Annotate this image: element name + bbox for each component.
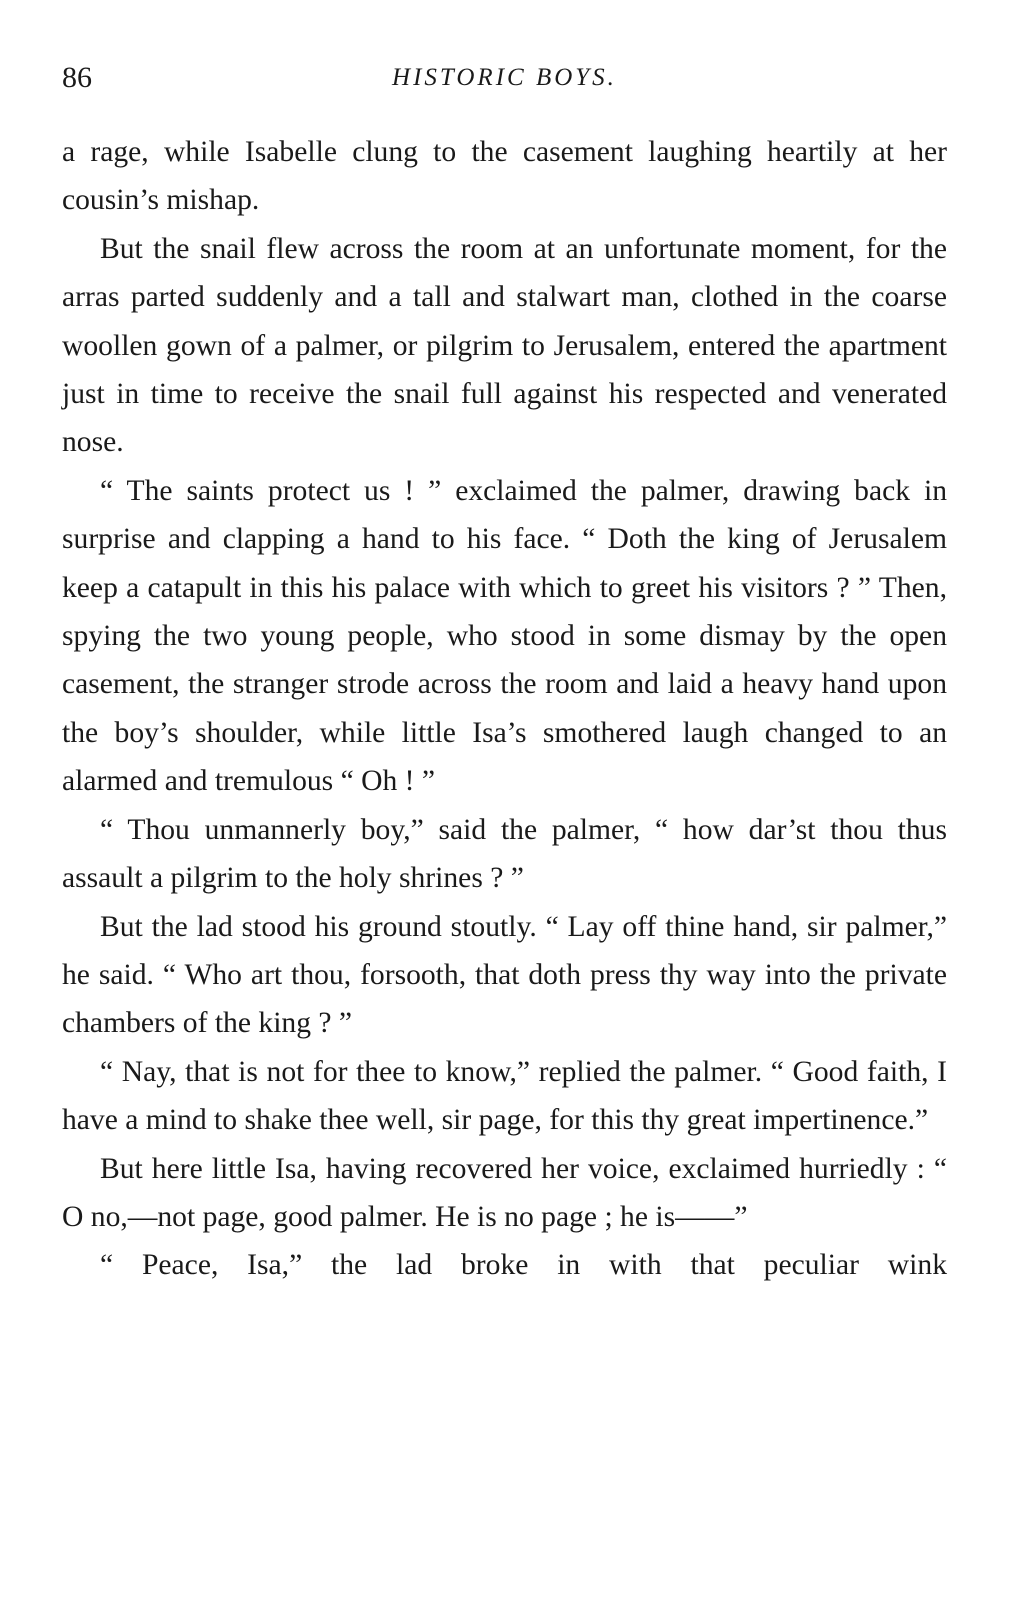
running-title: HISTORIC BOYS.: [392, 64, 617, 91]
paragraph-peace-isa: “ Peace, Isa,” the lad broke in with that peculiar wink: [100, 1249, 947, 1282]
body-text: [62, 128, 947, 1290]
paragraph-snail-arras: But the snail flew across the room at an unfortunate moment, for the arras parted suddenly and a tall and stalwart man, clothed in the coarse woollen gown of a palmer, or pilgrim to Jerusalem, entered the apartment just in time to receive the snail full against his respected and venerated nose.: [62, 232, 947, 459]
paragraph-nay-not-for-thee: “ Nay, that is not for thee to know,” replied the palmer. “ Good faith, I have a mind to shake thee well, sir page, for this thy great impertinence.”: [62, 1055, 947, 1137]
paragraph-saints-protect: “ The saints protect us ! ” exclaimed the palmer, drawing back in surprise and clapping a hand to his face. “ Doth the king of Jerusalem keep a catapult in this his palace with which to greet his visitors ? ” Then, spying the two young people, who stood in some dismay by the open casement, the stranger strode across the room and laid a heavy hand upon the boy’s shoulder, while little Isa’s smothered laugh changed to an alarmed and tremulous “ Oh ! ”: [62, 474, 947, 798]
paragraph-continuation: a rage, while Isabelle clung to the casement laughing heartily at her cousin’s mishap.: [62, 136, 947, 217]
paragraph-isa-exclaimed: But here little Isa, having recovered her voice, exclaimed hurriedly : “ O no,—not page, good palmer. He is no page ; he is——”: [62, 1152, 947, 1233]
page-number: 86: [62, 61, 92, 94]
paragraph-lad-stood-ground: But the lad stood his ground stoutly. “ Lay off thine hand, sir palmer,” he said. “ Who art thou, forsooth, that doth press thy way into the private chambers of the king ? ”: [62, 910, 947, 1040]
running-head: [62, 58, 947, 98]
paragraph-unmannerly-boy: “ Thou unmannerly boy,” said the palmer, “ how dar’st thou thus assault a pilgrim to the holy shrines ? ”: [62, 813, 947, 895]
